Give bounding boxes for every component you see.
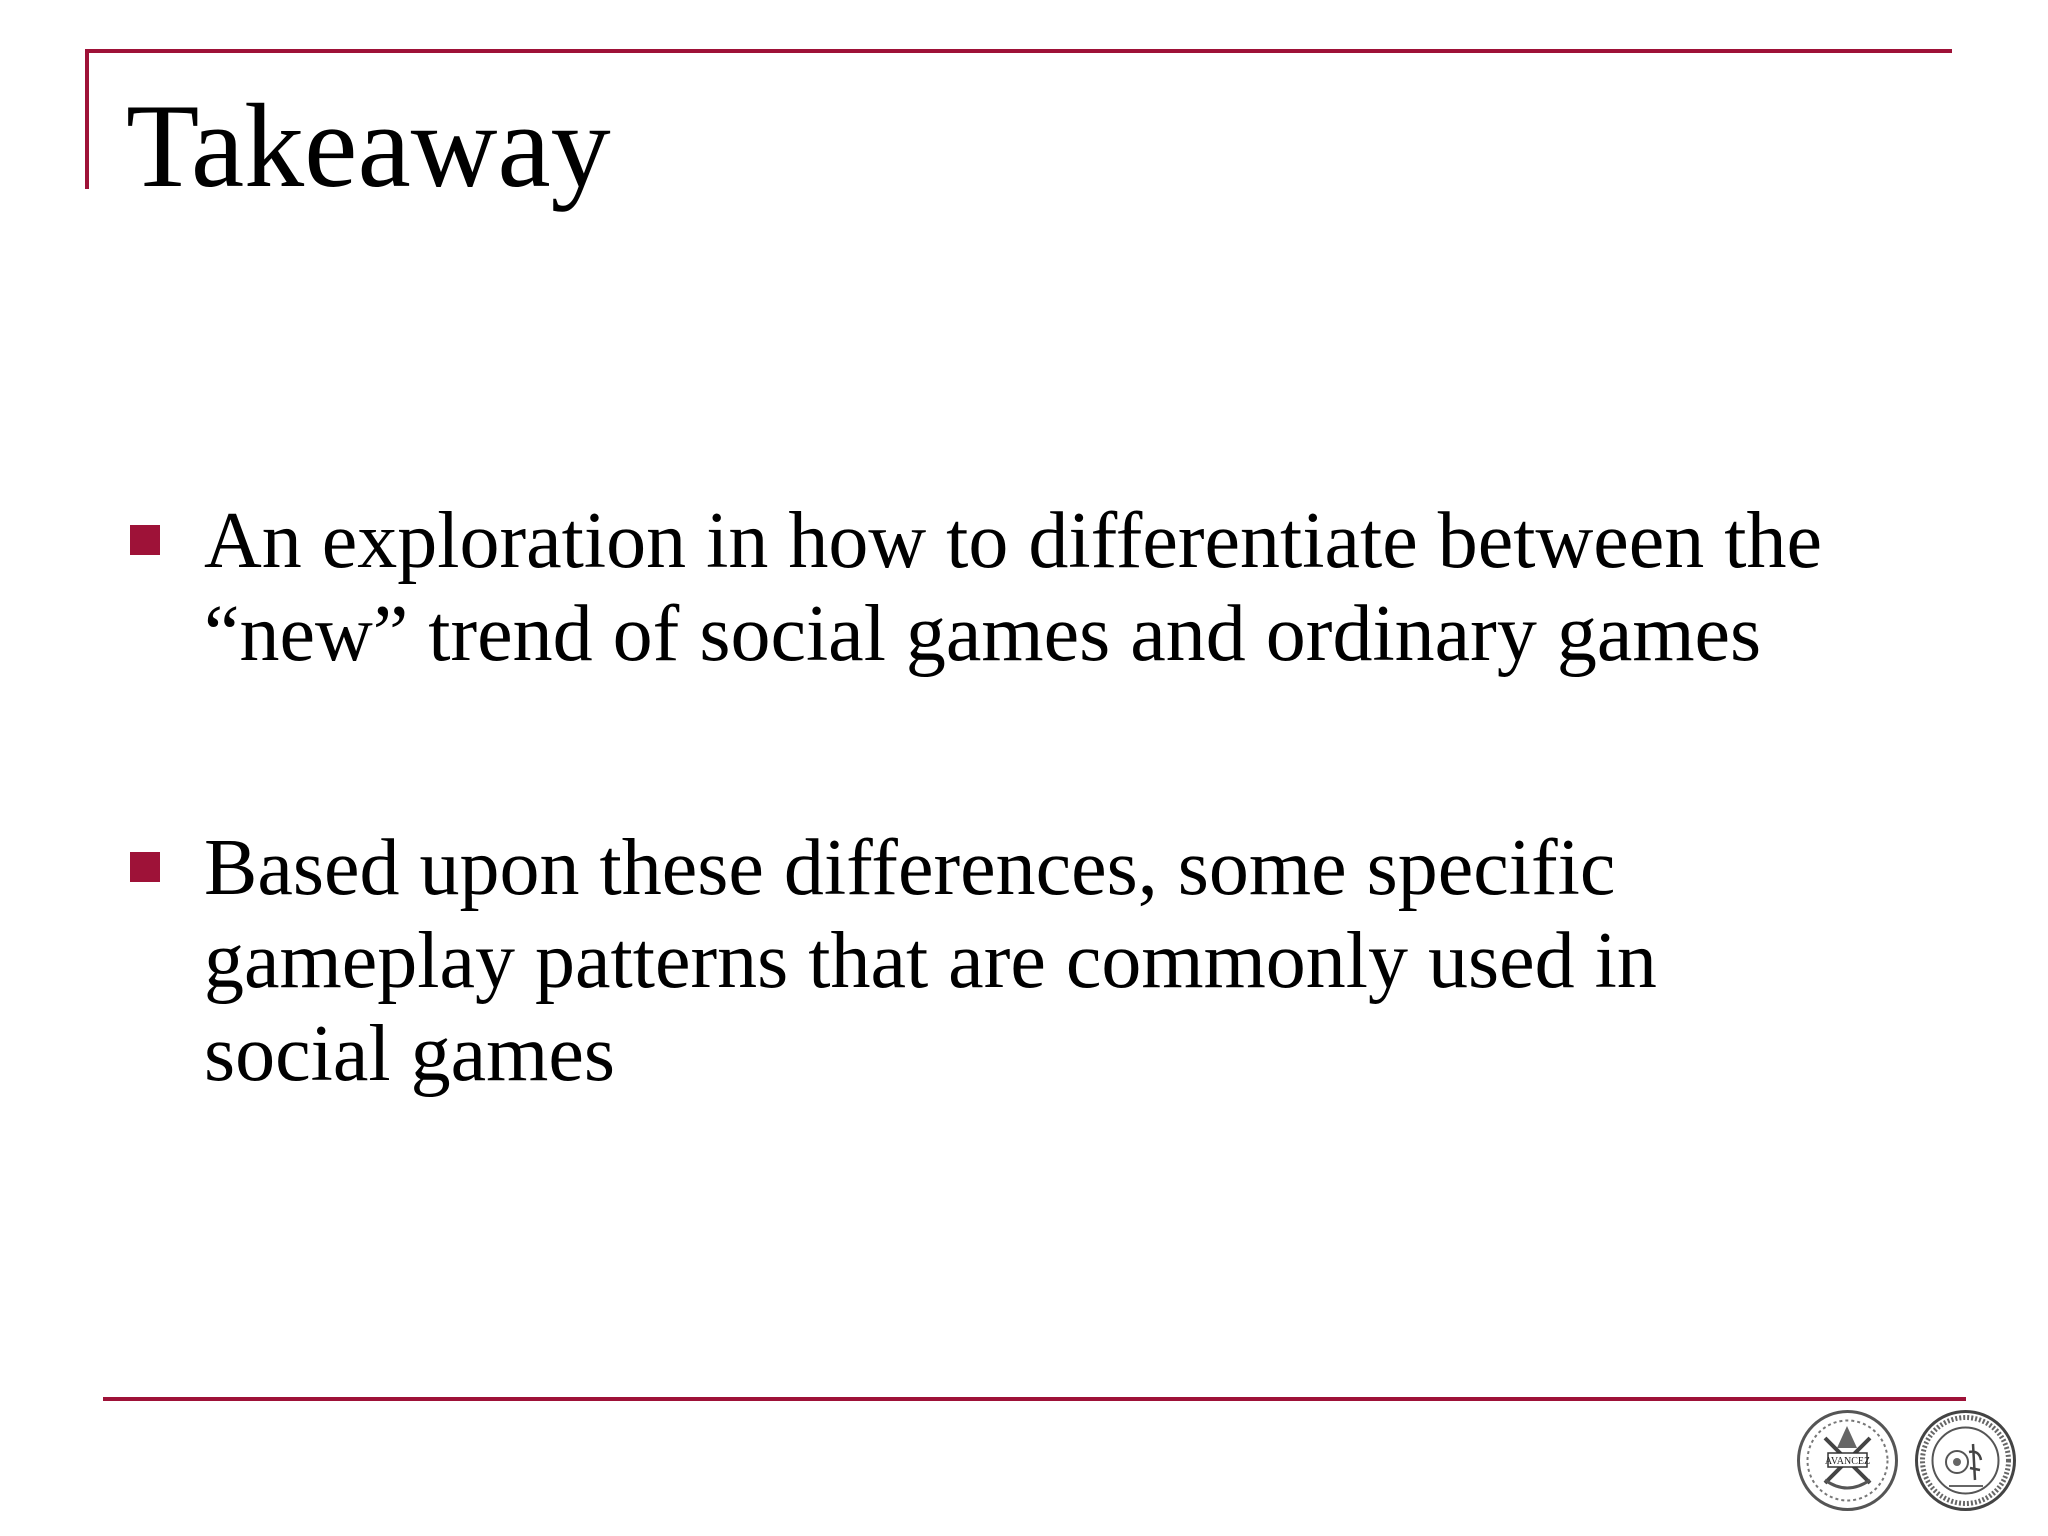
bullet-item bbox=[126, 822, 1966, 1101]
bullet-item bbox=[126, 495, 1966, 681]
square-bullet-icon bbox=[130, 852, 160, 882]
footer-logos bbox=[1795, 1405, 2020, 1517]
bullet-list bbox=[126, 495, 1966, 1242]
university-crest-icon bbox=[1795, 1408, 1900, 1513]
bullet-text: Based upon these differences, some specific gameplay patterns that are commonly used in social games bbox=[204, 824, 1657, 1098]
square-bullet-icon bbox=[130, 525, 160, 555]
crest-legend: AVANCEZ bbox=[1824, 1456, 1871, 1467]
top-divider bbox=[85, 49, 1952, 53]
bottom-divider bbox=[103, 1397, 1966, 1401]
university-seal-icon bbox=[1913, 1408, 2018, 1513]
slide-title: Takeaway bbox=[126, 79, 611, 212]
bullet-text: An exploration in how to differentiate between the “new” trend of social games and ordinary games bbox=[204, 497, 1823, 678]
title-side-rule bbox=[85, 49, 89, 189]
